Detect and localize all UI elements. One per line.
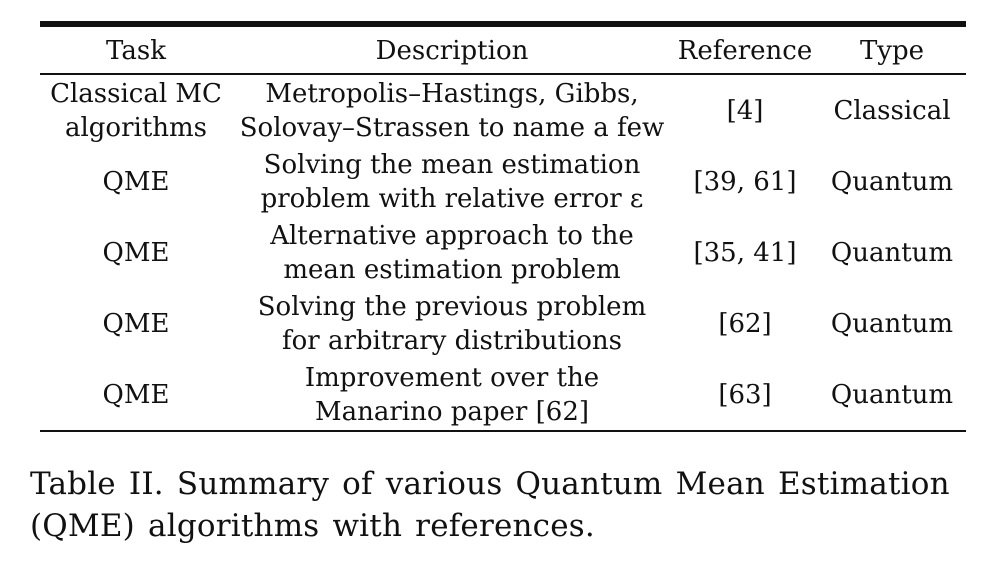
table-row [40,146,966,217]
cell-description [232,359,672,430]
cell-description-line: Manarino paper [62] [314,396,589,427]
cell-task: QME [102,308,170,339]
table-grid [40,27,966,73]
cell-description-line: Improvement over the [304,362,600,393]
cell-type: Classical [833,96,951,126]
cell-description-line: Solving the previous problem [257,291,647,322]
caption-line: Table II. Summary of various Quantum Mean Estimation [30,466,950,502]
cell-description [232,288,672,359]
table-header-row [40,27,966,73]
cell-task: QME [102,379,170,410]
table-row [40,288,966,359]
cell-reference: [63] [718,379,772,410]
cell-description-line: Alternative approach to the [270,220,634,251]
cell-description-line: problem with relative error ε [260,183,644,214]
header-task: Task [106,36,166,66]
table-bottom-rule [40,430,966,432]
table-row [40,359,966,430]
cell-task [40,75,232,146]
cell-type: Quantum [830,166,954,197]
cell-description [232,75,672,146]
header-reference: Reference [677,36,813,66]
cell-reference: [35, 41] [693,237,797,268]
cell-task-line: algorithms [64,113,208,143]
cell-description [232,217,672,288]
cell-description-line: Solving the mean estimation [263,149,641,180]
table-caption [30,463,975,547]
header-type: Type [859,36,925,66]
cell-task-line: Classical MC [50,79,222,109]
cell-description-line: Solovay–Strassen to name a few [239,113,665,143]
cell-description-line: for arbitrary distributions [281,325,622,356]
cell-reference: [62] [718,308,772,339]
cell-reference: [39, 61] [693,166,797,197]
cell-task: QME [102,237,170,268]
cell-description-line: mean estimation problem [283,254,621,285]
table-row [40,217,966,288]
cell-description-line: Metropolis–Hastings, Gibbs, [265,79,639,109]
cell-type: Quantum [830,379,954,410]
cell-task: QME [102,166,170,197]
table-row [40,75,966,146]
cell-reference: [4] [726,96,764,126]
caption-line: (QME) algorithms with references. [30,508,595,544]
cell-description [232,146,672,217]
qme-summary-table [40,21,966,432]
table-body-grid [40,75,966,430]
header-description: Description [375,36,529,66]
cell-type: Quantum [830,308,954,339]
cell-type: Quantum [830,237,954,268]
